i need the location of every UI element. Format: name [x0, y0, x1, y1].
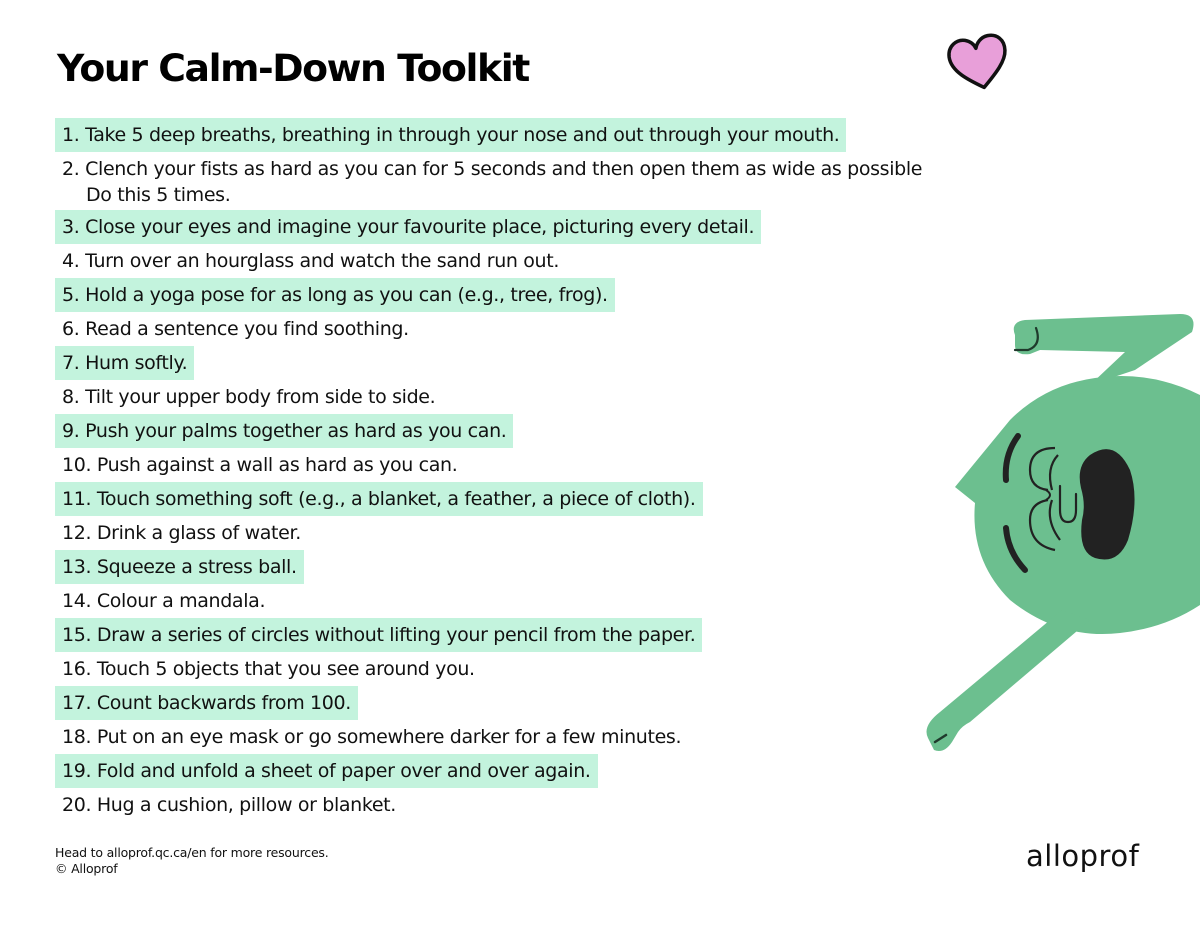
toolkit-item-18: 18. Put on an eye mask or go somewhere darker for a few minutes. — [62, 726, 682, 748]
green-character-illustration — [900, 300, 1200, 770]
toolkit-item-15: 15. Draw a series of circles without lifting your pencil from the paper. — [55, 618, 702, 652]
toolkit-item-13: 13. Squeeze a stress ball. — [55, 550, 304, 584]
toolkit-item-4: 4. Turn over an hourglass and watch the sand run out. — [62, 250, 560, 272]
toolkit-item-20: 20. Hug a cushion, pillow or blanket. — [62, 794, 396, 816]
toolkit-item-19: 19. Fold and unfold a sheet of paper over and over again. — [55, 754, 598, 788]
page-title: Your Calm-Down Toolkit — [57, 47, 529, 90]
resources-text: Head to alloprof.qc.ca/en for more resources. — [55, 845, 329, 860]
toolkit-item-6: 6. Read a sentence you find soothing. — [62, 318, 409, 340]
toolkit-item-2-line2: Do this 5 times. — [86, 184, 231, 206]
toolkit-item-14: 14. Colour a mandala. — [62, 590, 266, 612]
toolkit-item-16: 16. Touch 5 objects that you see around you. — [62, 658, 475, 680]
toolkit-item-17: 17. Count backwards from 100. — [55, 686, 358, 720]
toolkit-item-11: 11. Touch something soft (e.g., a blanket, a feather, a piece of cloth). — [55, 482, 703, 516]
heart-icon — [944, 30, 1014, 96]
character-head — [955, 376, 1200, 634]
toolkit-item-7: 7. Hum softly. — [55, 346, 194, 380]
alloprof-logo: alloprof — [1026, 839, 1140, 873]
toolkit-item-8: 8. Tilt your upper body from side to side. — [62, 386, 436, 408]
toolkit-item-3: 3. Close your eyes and imagine your favourite place, picturing every detail. — [55, 210, 761, 244]
toolkit-item-2-line1: 2. Clench your fists as hard as you can for 5 seconds and then open them as wide as possible — [62, 158, 923, 180]
toolkit-list — [55, 118, 985, 822]
toolkit-item-10: 10. Push against a wall as hard as you can. — [62, 454, 458, 476]
character-mouth — [1080, 449, 1135, 559]
toolkit-item-12: 12. Drink a glass of water. — [62, 522, 301, 544]
toolkit-item-2 — [55, 152, 985, 210]
toolkit-item-9: 9. Push your palms together as hard as you can. — [55, 414, 513, 448]
character-upper-arm — [1014, 314, 1194, 385]
toolkit-item-1: 1. Take 5 deep breaths, breathing in through your nose and out through your mouth. — [55, 118, 846, 152]
footer — [55, 845, 329, 877]
toolkit-item-5: 5. Hold a yoga pose for as long as you can (e.g., tree, frog). — [55, 278, 615, 312]
character-lower-arm — [927, 610, 1091, 751]
copyright-text: © Alloprof — [55, 861, 118, 876]
